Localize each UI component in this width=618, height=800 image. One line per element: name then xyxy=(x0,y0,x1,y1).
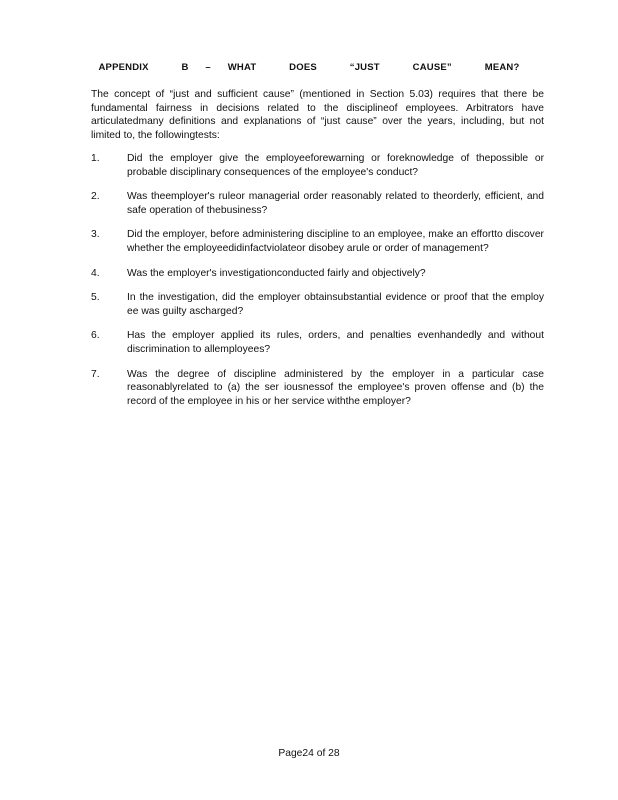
appendix-title xyxy=(0,62,618,73)
list-item xyxy=(91,368,544,409)
title-word: MEAN? xyxy=(484,62,520,73)
page-number: Page24 of 28 xyxy=(278,748,340,759)
list-item xyxy=(91,267,544,281)
item-number: 3. xyxy=(91,229,100,241)
item-number: 1. xyxy=(91,153,100,164)
item-text: Did the employer, before administering discipline to an employee, make an effortto discover whether the employeedidinfactviolateor disobey arule or order of management? xyxy=(127,229,544,254)
intro-paragraph: The concept of “just and sufficient cause” (mentioned in Section 5.03) requires that there be fundamental fairness in decisions related to the disciplineof employees. Arbitrators have articulatedmany definitions and explanations of “just cause” over the years, including, but not limited to, the followingtests: xyxy=(91,89,544,141)
item-text: Has the employer applied its rules, orders, and penalties evenhandedly and without discrimination to allemployees? xyxy=(127,330,544,355)
item-number: 2. xyxy=(91,191,100,203)
list-item xyxy=(91,291,544,318)
item-number: 4. xyxy=(91,267,100,279)
tests-list xyxy=(91,152,544,408)
item-text: Was theemployer's ruleor managerial order reasonably related to theorderly, efficient, and safe operation of thebusiness? xyxy=(127,191,544,216)
item-number: 7. xyxy=(91,368,100,380)
title-word: B – WHAT xyxy=(181,62,257,73)
title-word: APPENDIX xyxy=(98,62,149,73)
list-item xyxy=(91,190,544,217)
item-text: Was the employer's investigationconducted fairly and objectively? xyxy=(127,267,426,279)
item-text: Did the employer give the employeeforewarning or foreknowledge of thepossible or probable disciplinary consequences of the employee's conduct? xyxy=(127,153,544,178)
item-number: 5. xyxy=(91,292,100,304)
title-word: “JUST xyxy=(349,62,380,73)
title-word: CAUSE” xyxy=(412,62,452,73)
item-text: Was the degree of discipline administered by the employer in a particular case reasonablyrelated to (a) the ser iousnessof the employee's proven offense and (b) the record of the employee in his or her service withthe employer? xyxy=(127,368,544,407)
list-item xyxy=(91,228,544,255)
item-text: In the investigation, did the employer obtainsubstantial evidence or proof that the employ ee was guilty ascharged? xyxy=(127,292,544,317)
title-word: DOES xyxy=(289,62,317,73)
list-item xyxy=(91,152,544,179)
list-item xyxy=(91,329,544,356)
item-number: 6. xyxy=(91,330,100,342)
